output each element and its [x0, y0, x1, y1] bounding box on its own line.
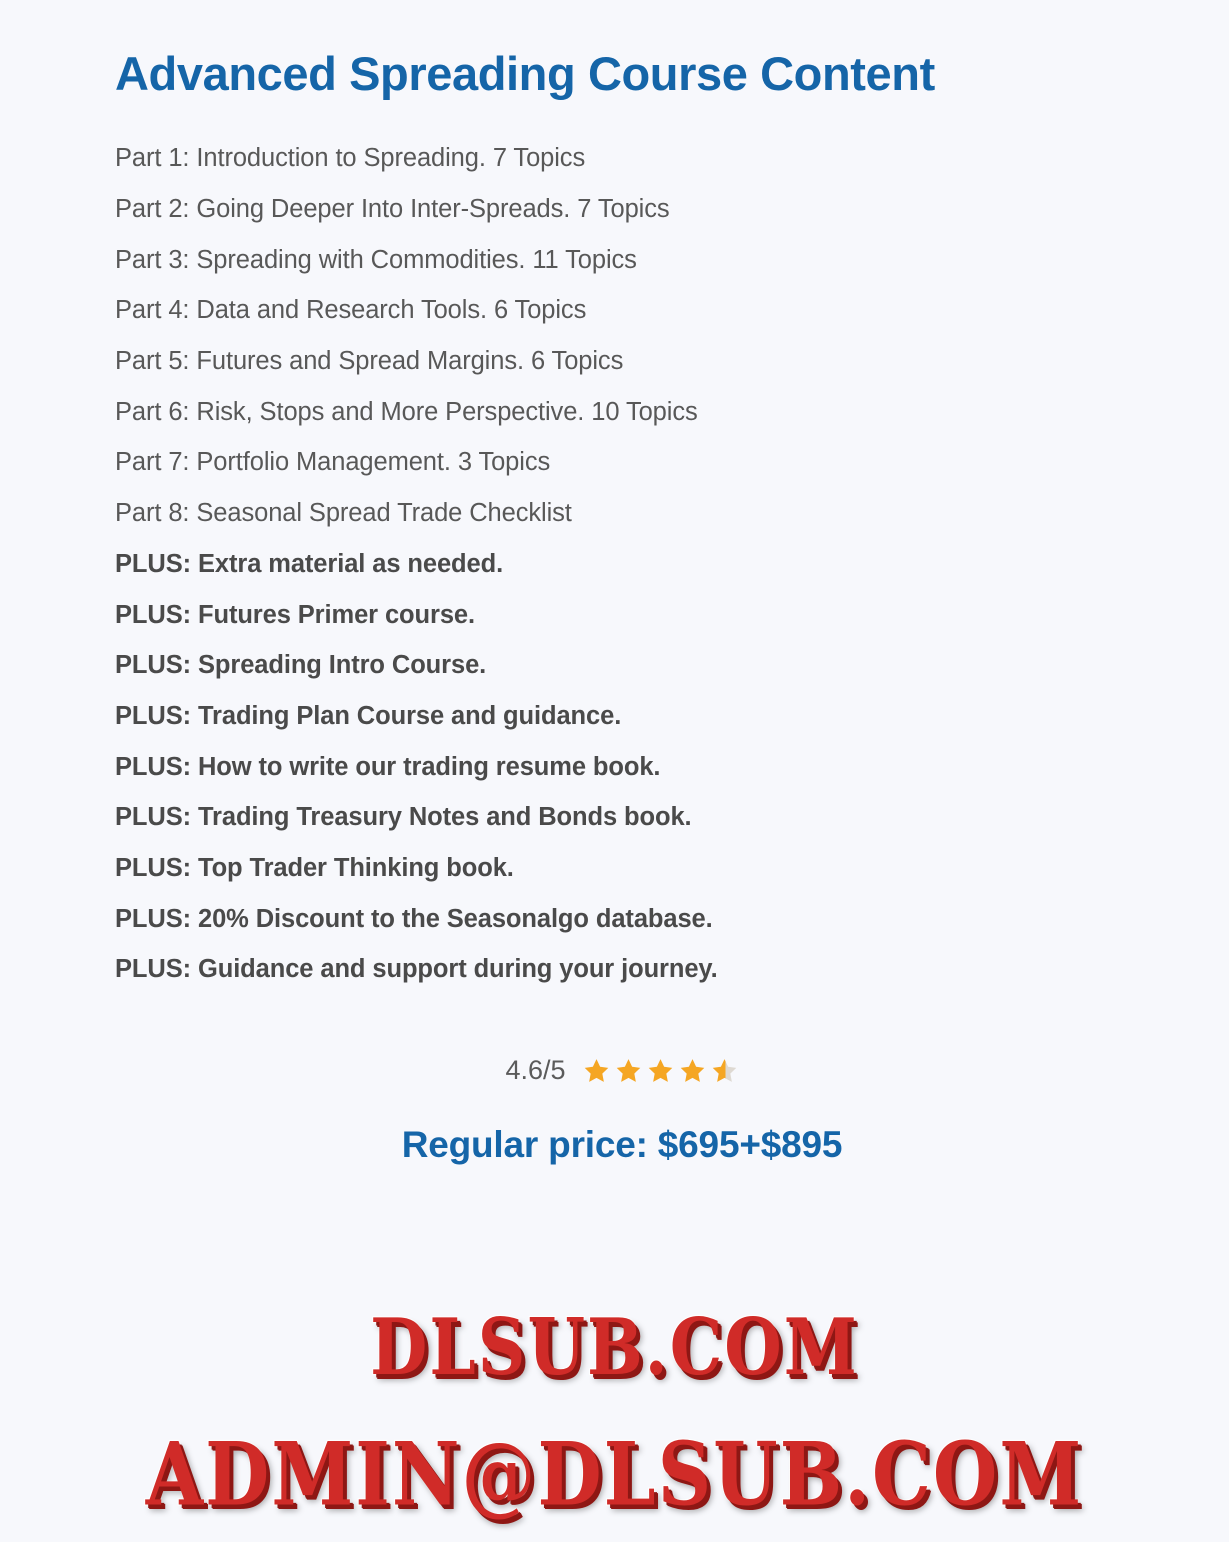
rating-row	[115, 1055, 1129, 1086]
star-icon	[614, 1057, 643, 1085]
star-icon	[678, 1057, 707, 1085]
star-half-icon	[710, 1057, 739, 1085]
list-item: PLUS: Futures Primer course.	[115, 600, 475, 629]
watermark-site	[0, 1300, 1229, 1394]
list-item: PLUS: Trading Treasury Notes and Bonds book.	[115, 803, 692, 832]
list-item: Part 7: Portfolio Management. 3 Topics	[115, 448, 551, 477]
list-item: Part 8: Seasonal Spread Trade Checklist	[115, 499, 572, 528]
star-icon	[582, 1057, 611, 1085]
watermark-email	[0, 1424, 1229, 1526]
list-item: PLUS: Extra material as needed.	[115, 549, 504, 578]
price-text: Regular price: $695+$895	[401, 1124, 843, 1166]
rating-stars	[582, 1057, 739, 1085]
list-item: Part 2: Going Deeper Into Inter-Spreads. 7 Topics	[115, 195, 670, 224]
list-item: Part 4: Data and Research Tools. 6 Topics	[115, 296, 587, 325]
list-item: PLUS: 20% Discount to the Seasonalgo database.	[115, 904, 713, 933]
course-content-list	[115, 134, 1129, 996]
list-item: PLUS: Trading Plan Course and guidance.	[115, 701, 622, 730]
list-item: Part 1: Introduction to Spreading. 7 Topics	[115, 144, 586, 173]
list-item: PLUS: Spreading Intro Course.	[115, 651, 487, 680]
list-item: PLUS: Guidance and support during your journey.	[115, 955, 718, 984]
list-item: Part 6: Risk, Stops and More Perspective. 10 Topics	[115, 397, 698, 426]
list-item: Part 5: Futures and Spread Margins. 6 Topics	[115, 347, 624, 376]
watermark-email-text: ADMIN@DLSUB.COM	[145, 1424, 1084, 1526]
watermark-site-text: DLSUB.COM	[370, 1300, 859, 1394]
list-item: Part 3: Spreading with Commodities. 11 Topics	[115, 245, 637, 274]
star-icon	[646, 1057, 675, 1085]
list-item: PLUS: Top Trader Thinking book.	[115, 853, 514, 882]
rating-value: 4.6/5	[505, 1055, 566, 1086]
list-item: PLUS: How to write our trading resume book.	[115, 752, 661, 781]
page-title: Advanced Spreading Course Content	[115, 47, 935, 100]
